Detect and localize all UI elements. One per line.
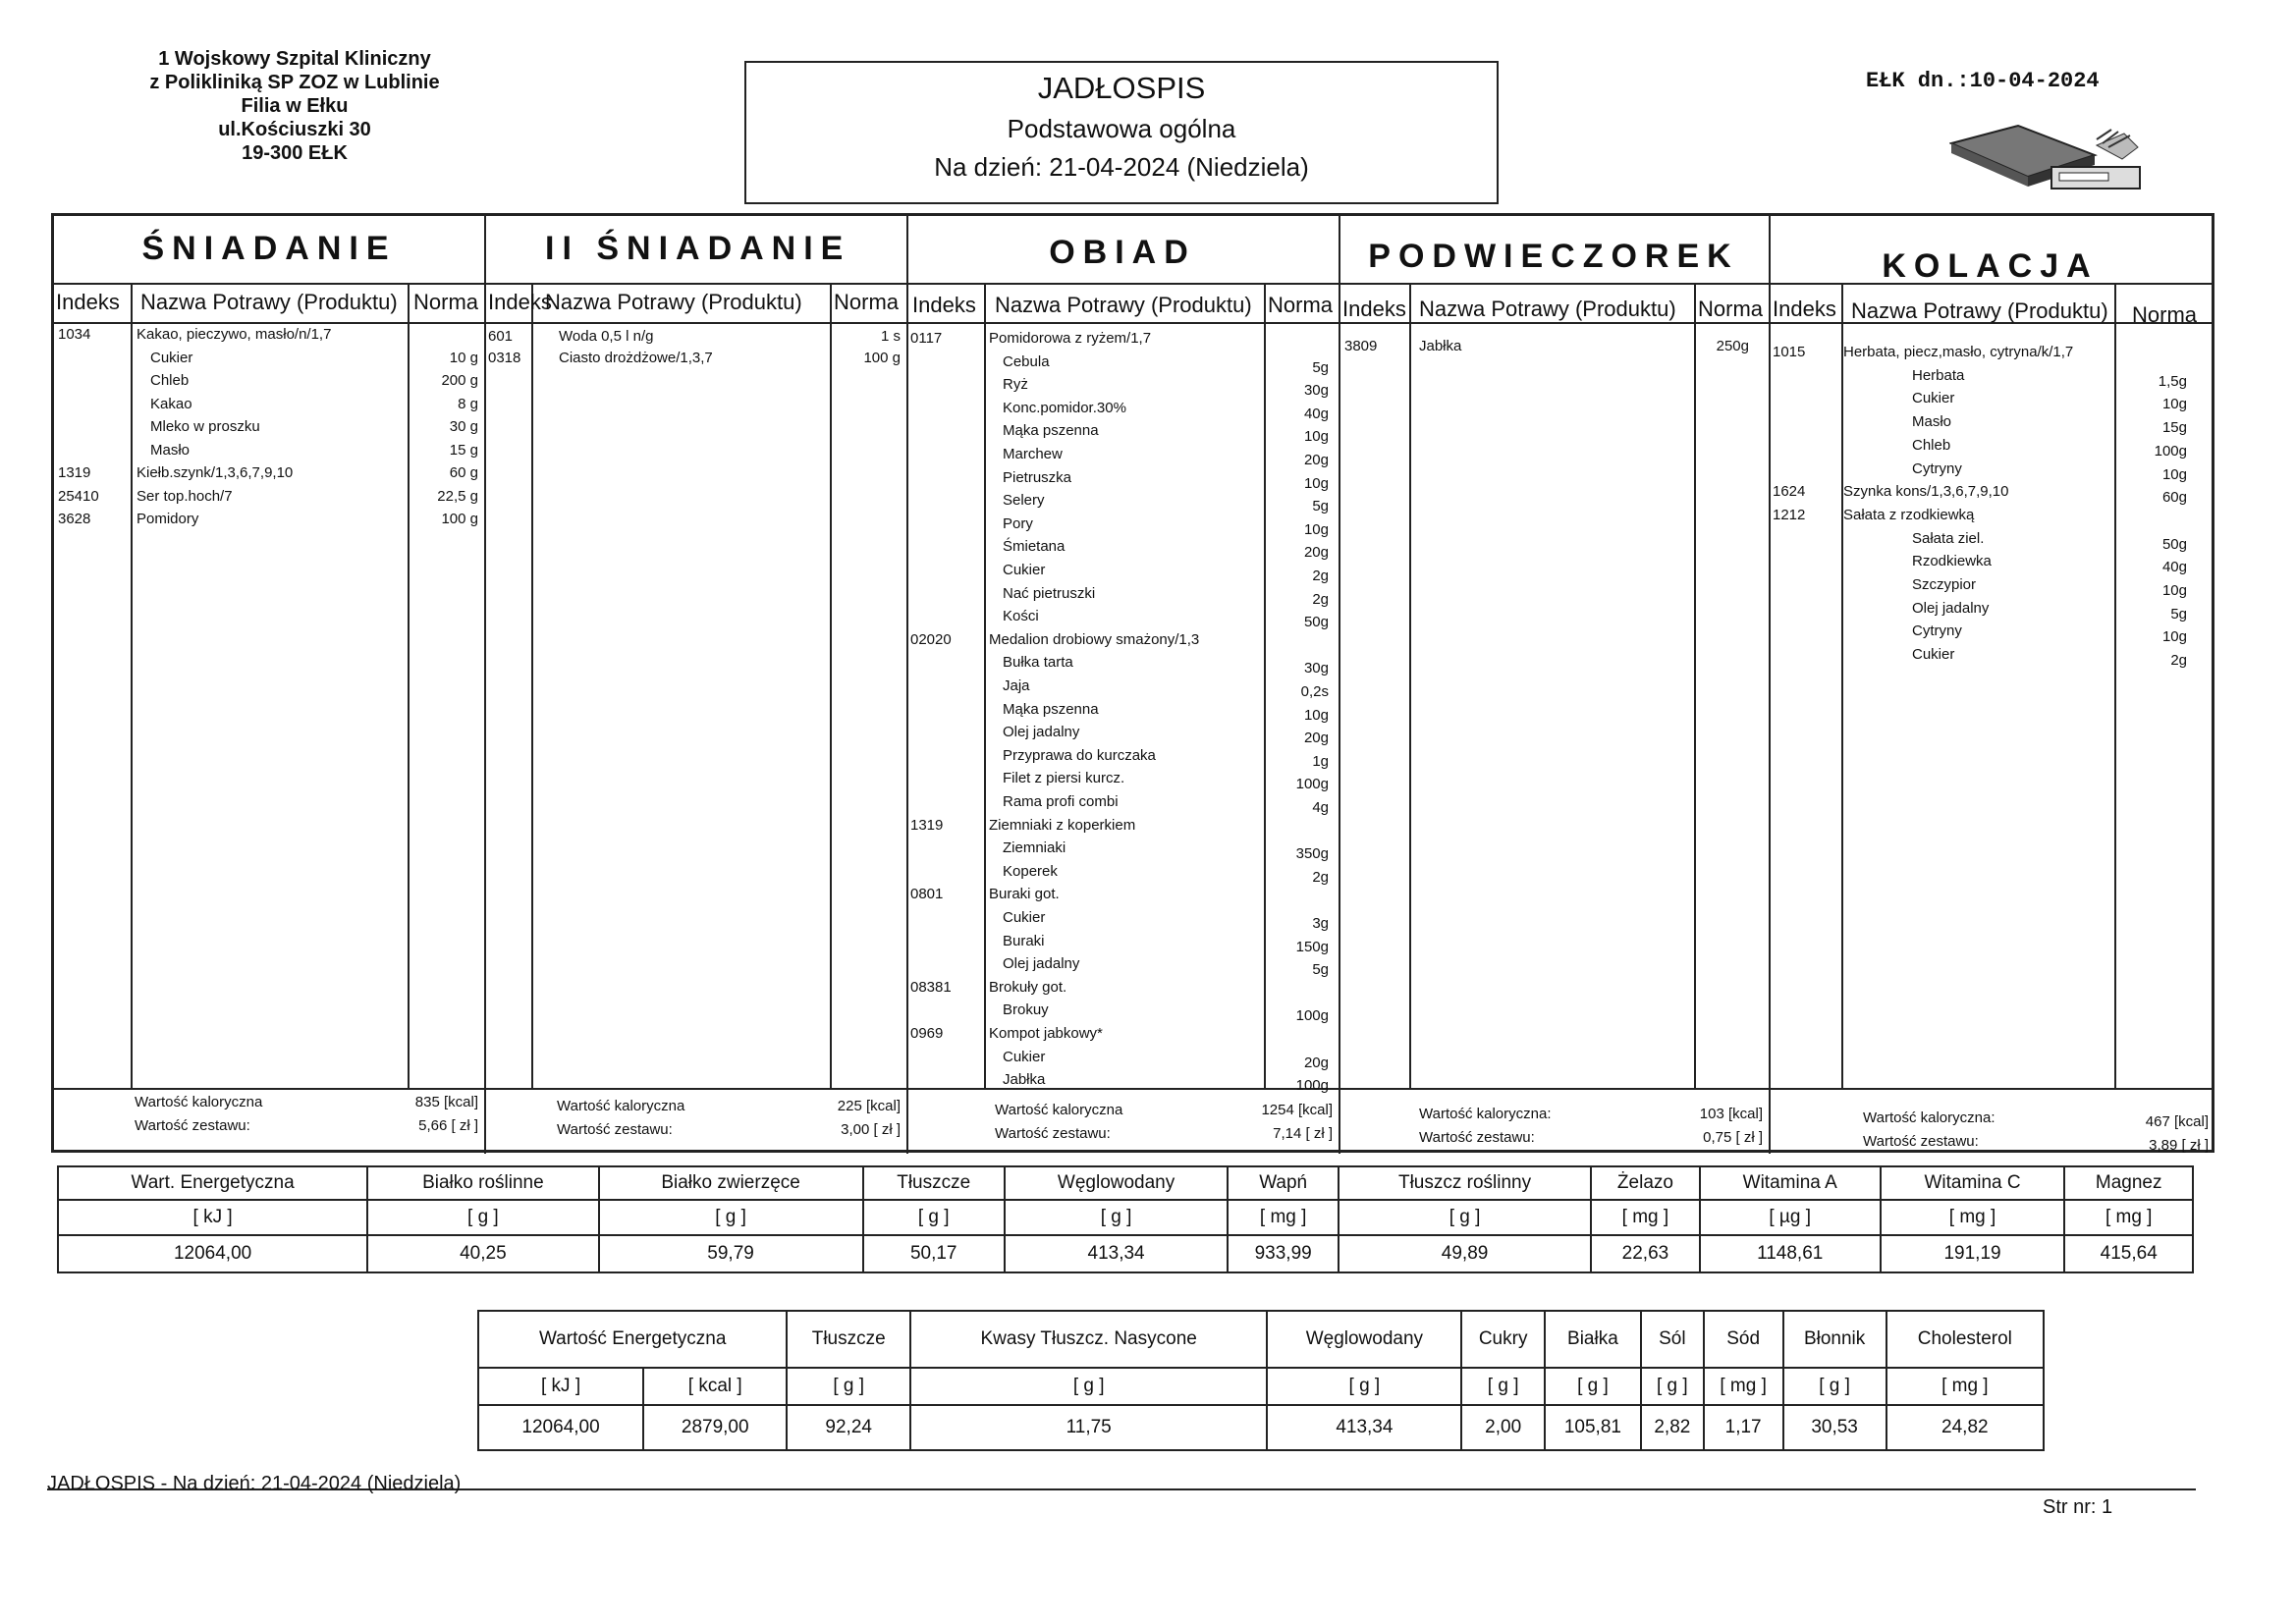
nutrient-value: 59,79 [599,1235,863,1272]
row-quantity: 30 g [449,418,478,435]
cost-label: Wartość zestawu: [557,1121,673,1138]
ingredient-name: Cytryny [1912,460,1962,477]
row-quantity: 30g [1303,382,1329,400]
row-quantity: 2g [1312,568,1329,584]
kcal-label: Wartość kaloryczna [135,1094,263,1110]
ingredient-name: Chleb [1912,436,1951,454]
nutrient-unit: [ g ] [599,1200,863,1235]
dish-name: Ziemniaki z koperkiem [989,816,1136,834]
row-quantity: 15g [2161,419,2187,437]
cost-value-sniadanie: 5,66 [ zł ] [418,1117,478,1134]
row-index: 0318 [488,350,521,366]
ingredient-name: Olej jadalny [1003,724,1080,741]
ingredient-name: Herbata [1912,366,1965,384]
row-index: 1624 [1773,483,1806,501]
nutrient-unit: [ mg ] [1591,1200,1700,1235]
kcal-value-sniadanie: 835 [kcal] [414,1094,478,1110]
nutrient-header: Cukry [1461,1311,1544,1368]
col-header-indeks: Indeks [1773,297,1836,321]
row-quantity: 1 s [880,328,901,345]
dish-name: Buraki got. [989,886,1060,903]
nutrient-header: Witamina A [1700,1166,1881,1200]
nutrient-header: Tłuszcz roślinny [1339,1166,1591,1200]
row-quantity: 100g [1295,776,1329,793]
hospital-clinic-line: z Polikliniką SP ZOZ w Lublinie [149,72,440,93]
nutrient-unit: [ mg ] [1881,1200,2065,1235]
nutrient-value: 40,25 [367,1235,598,1272]
nutrient-unit: [ µg ] [1700,1200,1881,1235]
document-title: JADŁOSPIS [1037,71,1206,105]
nutrient-value: 933,99 [1228,1235,1339,1272]
nutrient-value: 191,19 [1881,1235,2065,1272]
dish-name: Pomidorowa z ryżem/1,7 [989,330,1152,347]
nutrient-header: Białka [1545,1311,1641,1368]
row-quantity: 100 g [863,350,901,366]
cost-value-kolacja: 3,89 [ zł ] [2149,1137,2209,1154]
ingredient-name: Selery [1003,492,1045,510]
row-quantity: 10g [1303,520,1329,538]
nutrient-value: 415,64 [2064,1235,2193,1272]
ingredient-name: Nać pietruszki [1003,584,1096,602]
row-quantity: 8 g [458,395,478,412]
row-quantity: 2g [1312,868,1329,886]
hospital-name-line: 1 Wojskowy Szpital Kliniczny [158,48,431,70]
nutrient-unit: [ g ] [1267,1368,1461,1405]
nutrient-header: Cholesterol [1886,1311,2044,1368]
nutrient-unit: [ g ] [787,1368,910,1405]
row-index: 02020 [910,630,952,648]
nutrient-table-1 [57,1165,2194,1273]
dish-name: Sałata z rzodkiewką [1843,506,1975,523]
ingredient-name: Mąka pszenna [1003,700,1099,718]
nutrient-unit: [ mg ] [2064,1200,2193,1235]
row-index: 0117 [910,330,943,347]
hospital-branch-line: Filia w Ełku [241,95,349,117]
row-quantity: 2g [2170,652,2187,670]
row-index: 08381 [910,978,952,996]
nutrient-table-2 [477,1310,2045,1451]
row-quantity: 60 g [449,464,478,481]
col-header-norma: Norma [2132,302,2198,327]
nutrient-value: 1,17 [1704,1405,1783,1450]
ingredient-name: Przyprawa do kurczaka [1003,746,1156,764]
nutrient-unit: [ mg ] [1704,1368,1783,1405]
ingredient-name: Buraki [1003,932,1045,949]
row-index: 3809 [1344,338,1378,354]
dish-name: Ciasto drożdżowe/1,3,7 [559,350,713,366]
dish-name: Szynka kons/1,3,6,7,9,10 [1843,483,2009,501]
dish-name: Pomidory [137,511,199,527]
row-quantity: 5g [1312,498,1329,515]
ingredient-name: Mleko w proszku [150,418,260,435]
ingredient-name: Rzodkiewka [1912,553,1992,570]
row-index: 1319 [910,816,944,834]
col-header-nazwa: Nazwa Potrawy (Produktu) [545,290,802,314]
row-quantity: 10g [1303,428,1329,446]
col-header-norma: Norma [834,290,900,314]
col-header-nazwa: Nazwa Potrawy (Produktu) [1419,297,1676,321]
row-index: 0969 [910,1025,944,1042]
row-quantity: 3g [1312,915,1329,932]
meal-title-obiad: OBIAD [1049,234,1196,271]
dish-name: Kakao, pieczywo, masło/n/1,7 [137,326,332,343]
ingredient-name: Cebula [1003,352,1050,370]
cost-value-ii-sniadanie: 3,00 [ zł ] [841,1121,901,1138]
dish-name: Woda 0,5 l n/g [559,328,654,345]
row-quantity: 20g [1303,1054,1329,1071]
col-header-nazwa: Nazwa Potrawy (Produktu) [995,293,1252,317]
row-quantity: 20g [1303,452,1329,468]
ingredient-name: Bułka tarta [1003,654,1073,672]
dish-name: Brokuły got. [989,978,1067,996]
row-quantity: 10g [2161,396,2187,413]
kcal-label: Wartość kaloryczna: [1863,1109,1995,1126]
diet-name: Podstawowa ogólna [1007,114,1236,143]
row-quantity: 40g [1303,405,1329,422]
footer-title: JADŁOSPIS - Na dzień: 21-04-2024 (Niedziela) [47,1473,462,1494]
row-index: 0801 [910,886,944,903]
ingredient-name: Masło [1912,413,1952,431]
ingredient-name: Olej jadalny [1912,599,1990,617]
ingredient-name: Masło [150,441,191,459]
ingredient-name: Jabłka [1003,1071,1046,1089]
cost-label: Wartość zestawu: [995,1125,1111,1142]
row-quantity: 10g [1303,706,1329,724]
col-header-nazwa: Nazwa Potrawy (Produktu) [1851,298,2108,323]
nutrient-value: 1148,61 [1700,1235,1881,1272]
col-header-norma: Norma [1268,293,1334,317]
row-quantity: 15 g [449,441,478,459]
printer-stamp-icon [1949,116,2146,194]
row-index: 1319 [58,464,91,481]
kcal-value-obiad: 1254 [kcal] [1261,1102,1333,1118]
dish-name: Jabłka [1419,338,1462,354]
ingredient-name: Mąka pszenna [1003,422,1099,440]
kcal-value-kolacja: 467 [kcal] [2145,1113,2209,1130]
row-quantity: 1g [1312,752,1329,770]
nutrient-header: Tłuszcze [863,1166,1005,1200]
nutrient-value: 2,82 [1641,1405,1704,1450]
nutrient-unit: [ g ] [1339,1200,1591,1235]
ingredient-name: Pietruszka [1003,468,1072,486]
row-quantity: 100g [1295,1007,1329,1025]
kcal-label: Wartość kaloryczna [557,1098,685,1114]
cost-label: Wartość zestawu: [135,1117,250,1134]
nutrient-value: 413,34 [1267,1405,1461,1450]
ingredient-name: Konc.pomidor.30% [1003,399,1126,416]
row-quantity: 0,2s [1300,683,1329,700]
ingredient-name: Kości [1003,608,1039,625]
nutrient-header: Węglowodany [1267,1311,1461,1368]
nutrient-unit: [ g ] [1783,1368,1886,1405]
nutrient-header: Magnez [2064,1166,2193,1200]
kcal-label: Wartość kaloryczna: [1419,1106,1552,1122]
hospital-city-line: 19-300 EŁK [242,142,348,164]
nutrient-value: 50,17 [863,1235,1005,1272]
ingredient-name: Olej jadalny [1003,955,1080,973]
nutrient-value: 413,34 [1005,1235,1228,1272]
nutrient-header: Błonnik [1783,1311,1886,1368]
row-index: 1015 [1773,344,1806,360]
ingredient-name: Cukier [150,349,193,366]
nutrient-header: Białko zwierzęce [599,1166,863,1200]
nutrient-header: Węglowodany [1005,1166,1228,1200]
row-quantity: 20g [1303,730,1329,747]
dish-name: Kompot jabkowy* [989,1025,1103,1042]
row-quantity: 40g [2161,559,2187,576]
cost-label: Wartość zestawu: [1419,1129,1535,1146]
row-index: 3628 [58,511,91,527]
nutrient-value: 11,75 [910,1405,1267,1450]
row-quantity: 150g [1295,938,1329,955]
nutrient-header: Witamina C [1881,1166,2065,1200]
row-index: 601 [488,328,514,345]
row-quantity: 1,5g [2158,372,2187,390]
ingredient-name: Cukier [1003,1048,1046,1065]
ingredient-name: Cukier [1912,646,1955,664]
row-quantity: 4g [1312,799,1329,816]
nutrient-header: Wapń [1228,1166,1339,1200]
cost-value-obiad: 7,14 [ zł ] [1273,1125,1333,1142]
row-quantity: 2g [1312,590,1329,608]
ingredient-name: Chleb [150,372,190,389]
ingredient-name: Ryż [1003,376,1028,394]
nutrient-value: 22,63 [1591,1235,1700,1272]
col-header-norma: Norma [413,290,479,314]
kcal-value-ii-sniadanie: 225 [kcal] [837,1098,901,1114]
row-quantity: 20g [1303,544,1329,562]
nutrient-value: 12064,00 [478,1405,643,1450]
row-quantity: 10g [2161,582,2187,599]
cost-value-podwieczorek: 0,75 [ zł ] [1703,1129,1763,1146]
page-number: Str nr: 1 [2043,1496,2113,1518]
ingredient-name: Rama profi combi [1003,793,1119,810]
hospital-street-line: ul.Kościuszki 30 [218,119,371,140]
nutrient-unit: [ g ] [910,1368,1267,1405]
nutrient-value: 2879,00 [643,1405,787,1450]
row-quantity: 10 g [449,349,478,366]
nutrient-header: Wart. Energetyczna [58,1166,367,1200]
col-header-indeks: Indeks [912,293,976,317]
nutrient-header: Białko roślinne [367,1166,598,1200]
nutrient-unit: [ kcal ] [643,1368,787,1405]
dish-name: Medalion drobiowy smażony/1,3 [989,630,1200,648]
meal-title-podwieczorek: PODWIECZOREK [1368,238,1739,275]
row-quantity: 60g [2161,489,2187,507]
menu-table [51,213,2214,1153]
dish-name: Ser top.hoch/7 [137,487,233,505]
nutrient-header: Żelazo [1591,1166,1700,1200]
ingredient-name: Cukier [1003,562,1046,578]
row-index: 1034 [58,326,91,343]
nutrient-value: 49,89 [1339,1235,1591,1272]
row-quantity: 10g [2161,628,2187,646]
ingredient-name: Koperek [1003,862,1058,880]
row-quantity: 5g [2170,605,2187,622]
cost-label: Wartość zestawu: [1863,1133,1979,1150]
nutrient-header: Kwasy Tłuszcz. Nasycone [910,1311,1267,1368]
ingredient-name: Szczypior [1912,576,1977,593]
ingredient-name: Marchew [1003,446,1063,462]
nutrient-header: Sód [1704,1311,1783,1368]
ingredient-name: Cukier [1003,909,1046,926]
dish-name: Herbata, piecz,masło, cytryna/k/1,7 [1843,344,2074,360]
nutrient-value: 2,00 [1461,1405,1544,1450]
row-quantity: 5g [1312,358,1329,376]
title-box [744,61,1499,204]
ingredient-name: Kakao [150,395,192,412]
row-quantity: 100g [1295,1077,1329,1095]
ingredient-name: Filet z piersi kurcz. [1003,770,1125,787]
print-date: EŁK dn.:10-04-2024 [1866,69,2100,93]
nutrient-value: 12064,00 [58,1235,367,1272]
row-quantity: 350g [1295,845,1329,863]
nutrient-header: Sól [1641,1311,1704,1368]
nutrient-value: 24,82 [1886,1405,2044,1450]
row-quantity: 250g [1716,338,1749,354]
row-quantity: 30g [1303,660,1329,677]
row-quantity: 100g [2154,442,2187,460]
nutrient-unit: [ g ] [1005,1200,1228,1235]
row-quantity: 10g [1303,474,1329,492]
row-quantity: 50g [1303,614,1329,631]
row-quantity: 5g [1312,961,1329,979]
ingredient-name: Ziemniaki [1003,839,1066,857]
nutrient-header-energy: Wartość Energetyczna [478,1311,787,1368]
ingredient-name: Brokuy [1003,1001,1049,1019]
nutrient-value: 92,24 [787,1405,910,1450]
nutrient-unit: [ mg ] [1228,1200,1339,1235]
row-index: 1212 [1773,506,1806,523]
nutrient-unit: [ g ] [367,1200,598,1235]
col-header-indeks: Indeks [56,290,120,314]
ingredient-name: Pory [1003,514,1033,532]
row-index: 25410 [58,487,99,505]
ingredient-name: Cytryny [1912,622,1962,640]
meal-title-ii-sniadanie: II ŚNIADANIE [545,230,851,267]
meal-title-sniadanie: ŚNIADANIE [141,230,397,267]
nutrient-unit: [ g ] [1641,1368,1704,1405]
meal-title-kolacja: KOLACJA [1882,247,2099,285]
nutrient-value: 105,81 [1545,1405,1641,1450]
ingredient-name: Jaja [1003,677,1030,694]
col-header-norma: Norma [1698,297,1764,321]
row-quantity: 50g [2161,535,2187,553]
nutrient-unit: [ kJ ] [478,1368,643,1405]
kcal-label: Wartość kaloryczna [995,1102,1123,1118]
ingredient-name: Śmietana [1003,538,1066,556]
nutrient-unit: [ g ] [1545,1368,1641,1405]
row-quantity: 100 g [441,511,478,527]
col-header-nazwa: Nazwa Potrawy (Produktu) [140,290,398,314]
ingredient-name: Sałata ziel. [1912,529,1985,547]
row-quantity: 200 g [441,372,478,389]
nutrient-unit: [ g ] [1461,1368,1544,1405]
nutrient-header: Tłuszcze [787,1311,910,1368]
nutrient-value: 30,53 [1783,1405,1886,1450]
ingredient-name: Cukier [1912,390,1955,407]
row-quantity: 22,5 g [437,487,478,505]
dish-name: Kiełb.szynk/1,3,6,7,9,10 [137,464,294,481]
col-header-indeks: Indeks [488,290,552,314]
nutrient-unit: [ mg ] [1886,1368,2044,1405]
kcal-value-podwieczorek: 103 [kcal] [1699,1106,1763,1122]
hospital-address [108,47,481,165]
col-header-indeks: Indeks [1342,297,1406,321]
nutrient-unit: [ kJ ] [58,1200,367,1235]
row-quantity: 10g [2161,465,2187,483]
nutrient-unit: [ g ] [863,1200,1005,1235]
menu-date: Na dzień: 21-04-2024 (Niedziela) [934,152,1309,182]
